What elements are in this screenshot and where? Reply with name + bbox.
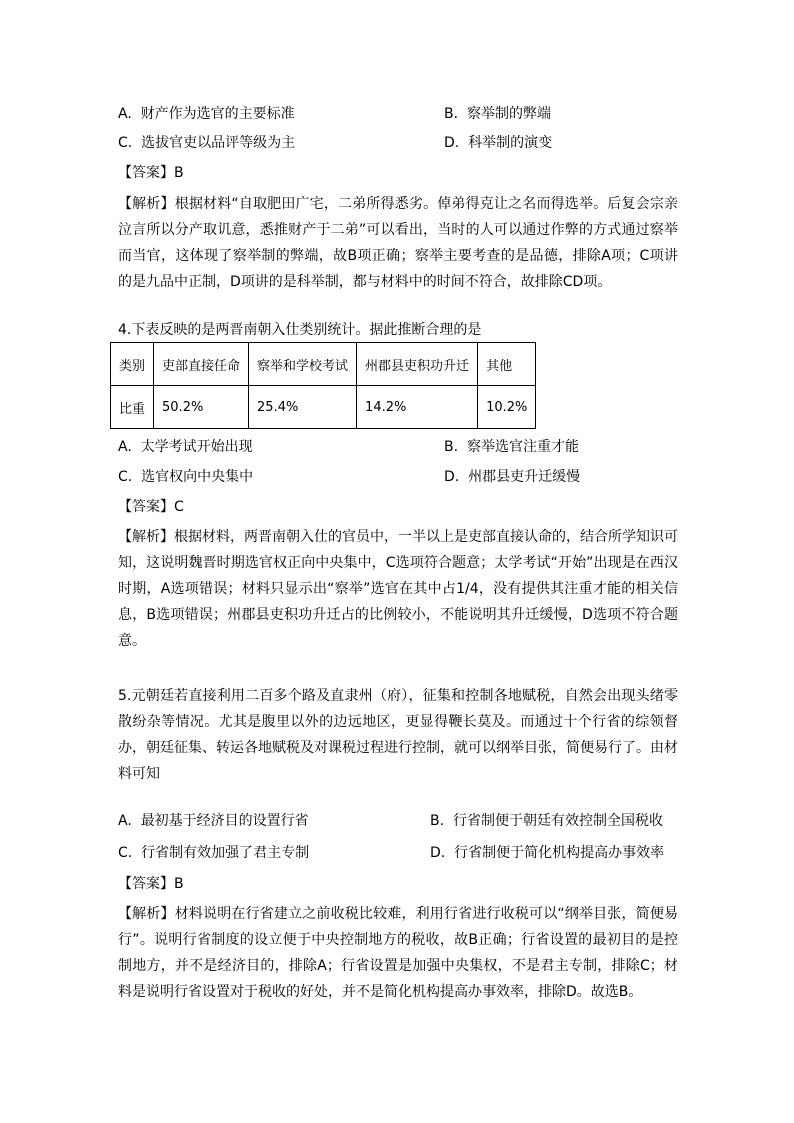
table-row <box>111 343 536 386</box>
table-cell: 察举和学校考试 <box>249 343 357 386</box>
q4-stem: 4.下表反映的是两晋南朝入仕类别统计。据此推断合理的是 <box>118 322 482 338</box>
q4-option-c: C. 选官权向中央集中 <box>118 469 254 485</box>
q3-option-b: B. 察举制的弊端 <box>444 106 551 122</box>
table-cell: 州郡县吏积功升迁 <box>357 343 478 386</box>
table-cell: 14.2% <box>357 386 478 429</box>
q3-option-c: C. 选拔官吏以品评等级为主 <box>118 135 296 151</box>
table-cell: 25.4% <box>249 386 357 429</box>
q5-option-b: B. 行省制便于朝廷有效控制全国税收 <box>430 813 663 829</box>
q5-answer: 【答案】B <box>118 876 184 892</box>
q5-option-c: C. 行省制有效加强了君主专制 <box>118 845 310 861</box>
table-cell: 50.2% <box>154 386 249 429</box>
table-cell: 比重 <box>111 386 154 429</box>
q4-analysis: 【解析】根据材料，两晋南朝入仕的官员中，一半以上是吏部直接认命的，结合所学知识可知，这说明魏晋时期选官权正向中央集中，C选项符合题意；太学考试“开始”出现是在西汉时期，A选项错误；材料只显示出“察举”选官在其中占1/4，没有提供其注重才能的相关信息，B选项错误；州郡县吏积功升迁占的比例较小，不能说明其升迁缓慢，D选项不符合题意。 <box>118 529 678 649</box>
q4-option-b: B. 察举选官注重才能 <box>444 439 579 455</box>
q3-option-d: D. 科举制的演变 <box>444 135 553 151</box>
table-row <box>111 386 536 429</box>
q5-analysis: 【解析】材料说明在行省建立之前收税比较难，利用行省进行收税可以“纲举目张，简便易行”。说明行省制度的设立便于中央控制地方的税收，故B正确；行省设置的最初目的是控制地方，并不是经济目的，排除A；行省设置是加强中央集权，不是君主专制，排除C；材料是说明行省设置对于税收的好处，并不是简化机构提高办事效率，排除D。故选B。 <box>118 906 678 1000</box>
q5-option-d: D. 行省制便于简化机构提高办事效率 <box>430 845 665 861</box>
q4-option-d: D. 州郡县吏升迁缓慢 <box>444 469 581 485</box>
q3-analysis: 【解析】根据材料“自取肥田广宅，二弟所得悉劣。倬弟得克让之名而得选举。后复会宗亲泣言所以分产取讥意，悉推财产于二弟”可以看出，当时的人可以通过作弊的方式通过察举而当官，这体现了察举制的弊端，故B项正确；察举主要考查的是品德，排除A项；C项讲的是九品中正制，D项讲的是科举制，都与材料中的时间不符合，故排除CD项。 <box>118 196 678 290</box>
q3-answer: 【答案】B <box>118 165 184 181</box>
q3-option-a: A. 财产作为选官的主要标准 <box>118 106 295 122</box>
table-cell: 类别 <box>111 343 154 386</box>
q4-option-a: A. 太学考试开始出现 <box>118 439 253 455</box>
q5-stem: 5.元朝廷若直接利用二百多个路及直隶州（府），征集和控制各地赋税，自然会出现头绪零散纷杂等情况。尤其是腹里以外的边远地区，更显得鞭长莫及。而通过十个行省的综领督办，朝廷征集、转运各地赋税及对课税过程进行控制，就可以纲举目张，简便易行了。由材料可知 <box>118 688 678 782</box>
table-cell: 10.2% <box>478 386 536 429</box>
table-cell: 其他 <box>478 343 536 386</box>
q5-option-a: A. 最初基于经济目的设置行省 <box>118 813 309 829</box>
q4-table <box>110 342 536 429</box>
table-cell: 吏部直接任命 <box>154 343 249 386</box>
q4-answer: 【答案】C <box>118 499 184 515</box>
